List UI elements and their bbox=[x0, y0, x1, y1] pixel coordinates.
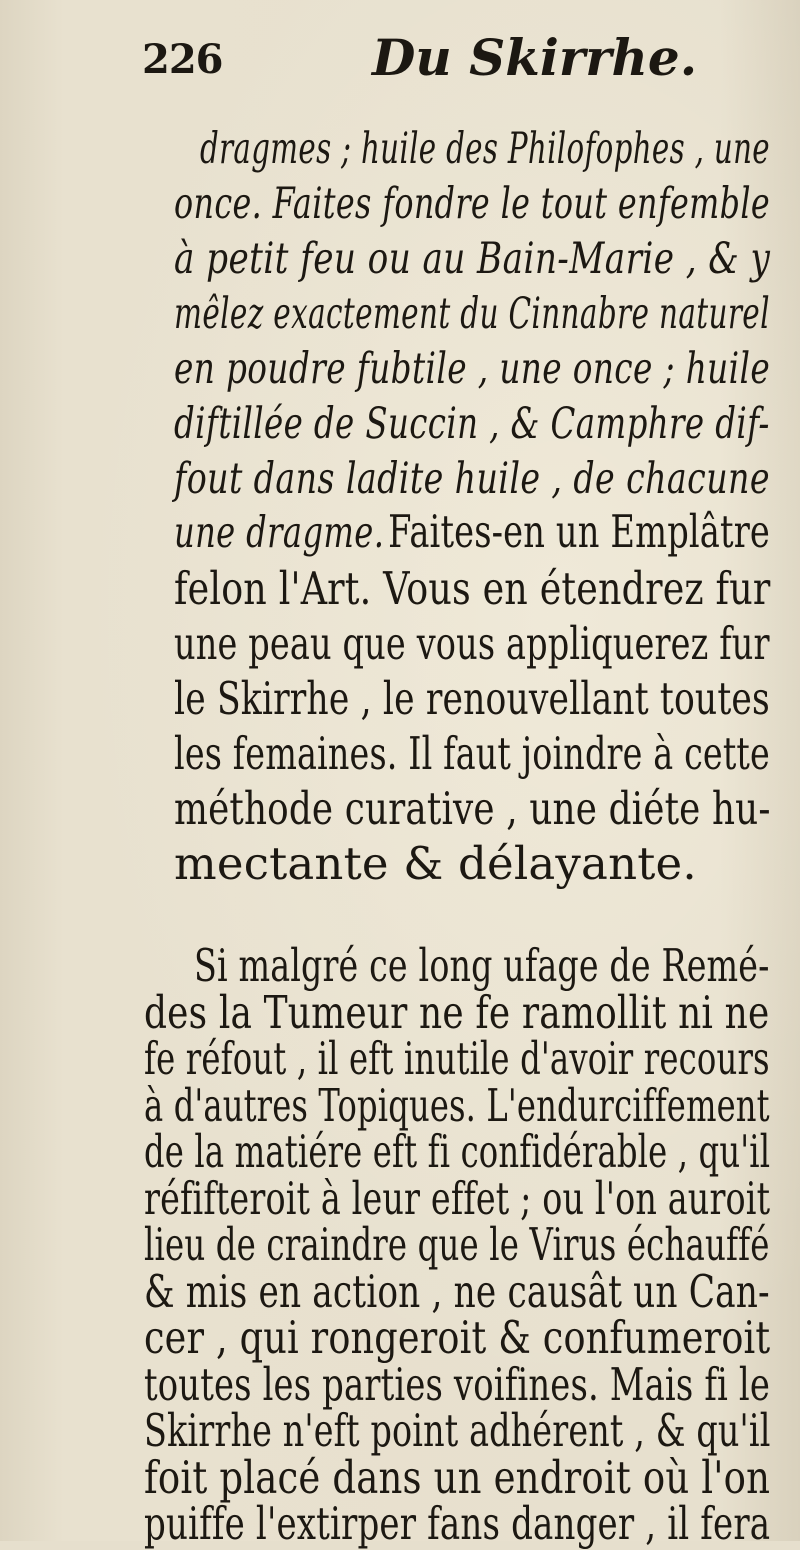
text-line: toutes les parties voifines. Mais fi le bbox=[144, 1357, 771, 1411]
text-italic-segment: une dragme. bbox=[174, 508, 385, 558]
running-title: Du Skirrhe. bbox=[372, 28, 698, 87]
text-line-mixed bbox=[174, 505, 770, 558]
text-line: de la matiére eft fi confidérable , qu'il bbox=[144, 1125, 771, 1178]
text-line: à petit feu ou au Bain-Marie , & y bbox=[174, 234, 771, 284]
text-line: dragmes ; huile des Philofophes , une bbox=[200, 124, 770, 174]
text-roman-segment: Faites-en un Emplâtre bbox=[388, 505, 771, 558]
text-line: felon l'Art. Vous en étendrez fur bbox=[174, 562, 771, 615]
text-line: fout dans ladite huile , de chacune bbox=[174, 454, 770, 504]
text-line: cer , qui rongeroit & confumeroit bbox=[144, 1311, 771, 1364]
text-line: mectante & délayante. bbox=[174, 837, 697, 890]
text-line: puiffe l'extirper fans danger , il fera bbox=[144, 1497, 771, 1550]
text-line: mêlez exactement du Cinnabre naturel bbox=[174, 289, 770, 339]
text-line: foit placé dans un endroit où l'on bbox=[144, 1450, 771, 1504]
text-line: les femaines. Il faut joindre à cette bbox=[174, 727, 770, 780]
text-line: Si malgré ce long ufage de Remé- bbox=[194, 939, 770, 992]
text-line: lieu de craindre que le Virus échauffé bbox=[144, 1218, 770, 1271]
text-line: méthode curative , une diéte hu- bbox=[174, 782, 771, 835]
text-line: en poudre fubtile , une once ; huile bbox=[174, 344, 771, 394]
text-line: once. Faites fondre le tout enfemble bbox=[174, 179, 771, 229]
page-number: 226 bbox=[142, 36, 223, 83]
text-line: une peau que vous appliquerez fur bbox=[174, 617, 770, 670]
text-line: diftillée de Succin , & Camphre dif- bbox=[174, 399, 770, 449]
running-head bbox=[0, 28, 800, 88]
text-line: Skirrhe n'eft point adhérent , & qu'il bbox=[144, 1404, 771, 1457]
text-line: & mis en action , ne causât un Can- bbox=[144, 1264, 770, 1318]
text-line: des la Tumeur ne fe ramollit ni ne bbox=[144, 985, 770, 1039]
text-line: à d'autres Topiques. L'endurciffement bbox=[144, 1078, 770, 1132]
text-line: réfifteroit à leur effet ; ou l'on auroit bbox=[144, 1171, 771, 1225]
text-line: fe réfout , il eft inutile d'avoir recours bbox=[144, 1032, 770, 1085]
text-line: le Skirrhe , le renouvellant toutes bbox=[174, 672, 770, 725]
